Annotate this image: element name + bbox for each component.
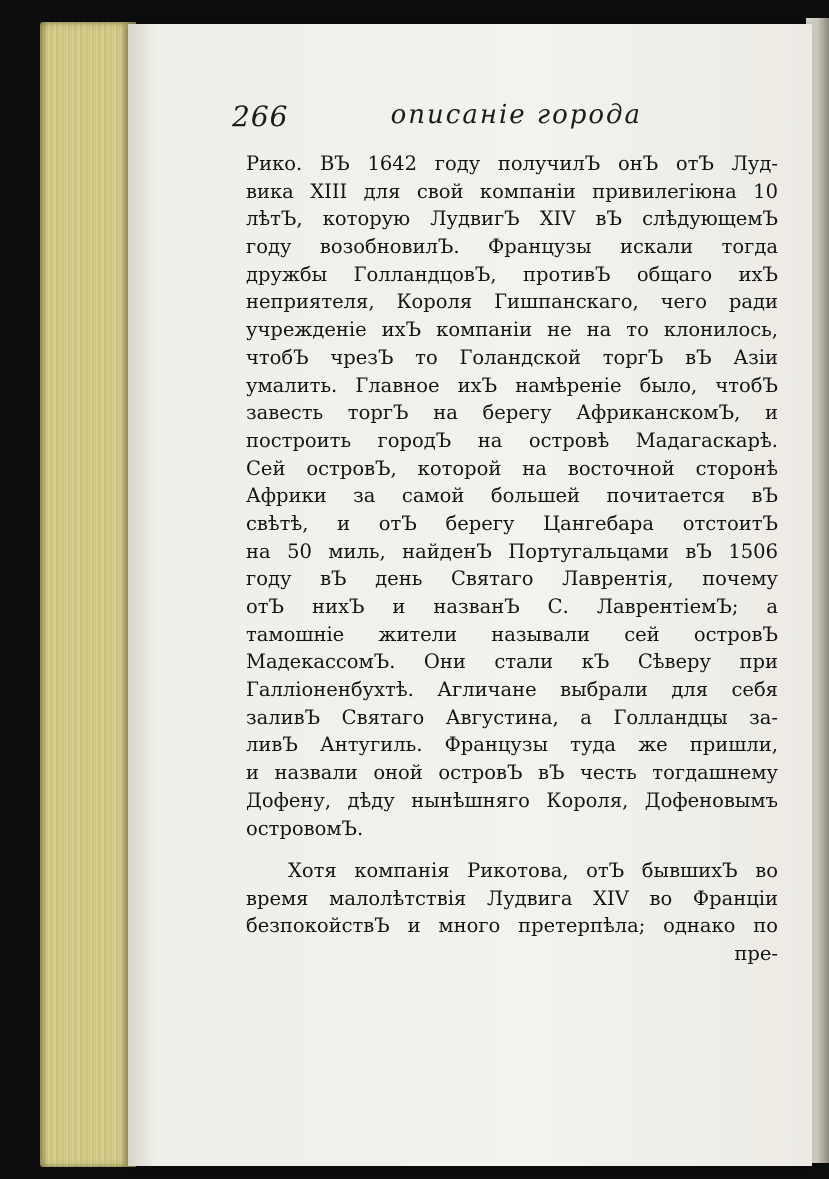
text-line: заливЪ Святаго Августина, а Голландцы за- <box>246 705 778 729</box>
text-line: время малолѣтствiя Лудвига XIV во Францiи <box>246 886 778 910</box>
text-line: МадекассомЪ. Они стали кЪ Сѣверу при <box>246 650 778 674</box>
paragraph-2 <box>246 857 778 968</box>
paragraph-1 <box>246 150 778 842</box>
text-line: завесть торгЪ на берегу АфриканскомЪ, и <box>246 401 778 425</box>
text-line: Африки за самой большей почитается вЪ <box>246 484 778 508</box>
page-number: 266 <box>232 100 289 133</box>
text-line: чтобЪ чрезЪ то Голандской торгЪ вЪ Азiи <box>246 345 778 369</box>
text-line: дружбы ГолландцовЪ, противЪ общаго ихЪ <box>246 262 778 286</box>
text-line: ливЪ Антугиль. Французы туда же пришли, <box>246 733 778 757</box>
book-page-edges <box>40 22 136 1167</box>
catchword: пре- <box>734 942 778 966</box>
text-line: Рико. ВЪ 1642 году получилЪ онЪ отЪ Луд- <box>246 152 778 175</box>
text-line: и назвали оной островЪ вЪ честь тогдашнему <box>246 761 778 785</box>
text-line: году вЪ день Святаго Лаврентiя, почему <box>246 567 778 591</box>
text-line: безпокойствЪ и много претерпѣла; однако по <box>246 914 778 938</box>
text-line: Хотя компанiя Рикотова, отЪ бывшихЪ во <box>288 859 778 882</box>
text-line: Галлiоненбухтѣ. Агличане выбрали для себя <box>246 678 778 702</box>
text-line: лѣтЪ, которую ЛудвигЪ XIV вЪ слѣдующемЪ <box>246 207 778 231</box>
text-line: учрежденiе ихЪ компанiи не на то клонилось, <box>246 318 778 342</box>
text-line: тамошнiе жители называли сей островЪ <box>246 622 778 646</box>
text-line: островомЪ. <box>246 816 364 840</box>
text-line: Сей островЪ, которой на восточной сторонѣ <box>246 456 778 480</box>
text-line: умалить. Главное ихЪ намѣренiе было, чтобЪ <box>246 373 778 397</box>
text-line: вика XIII для свой компанiи привилегiюна 10 <box>246 179 778 203</box>
text-line: году возобновилЪ. Французы искали тогда <box>246 235 778 259</box>
text-line: неприятеля, Короля Гишпанскаго, чего ради <box>246 290 778 314</box>
text-line: Дофену, дѣду нынѣшняго Короля, Дофеновымъ <box>246 788 778 812</box>
text-line: отЪ нихЪ и названЪ С. ЛаврентiемЪ; а <box>246 595 778 618</box>
text-line: на 50 миль, найденЪ Португальцами вЪ 1506 <box>246 539 778 563</box>
running-head: описанiе города <box>390 100 642 130</box>
text-line: построить городЪ на островѣ Мадагаскарѣ. <box>246 428 778 452</box>
text-line: свѣтѣ, и отЪ берегу Цангебара отстоитЪ <box>246 511 778 535</box>
page-header <box>232 100 642 136</box>
